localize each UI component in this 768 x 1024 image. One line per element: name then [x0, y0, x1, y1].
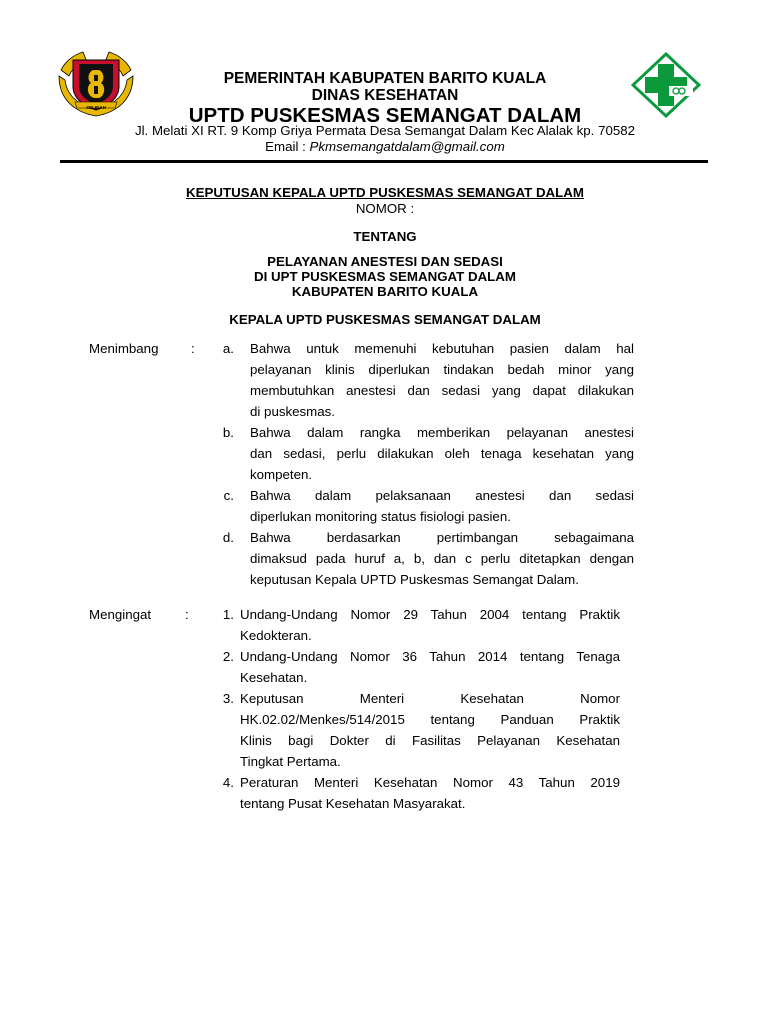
- item-line: Keputusan Menteri Kesehatan Nomor: [240, 691, 620, 706]
- item-text: [250, 338, 634, 422]
- emblem-banner-text: SELIDAH: [86, 105, 106, 110]
- email-label: Email :: [265, 139, 310, 154]
- menimbang-colon: :: [191, 341, 195, 356]
- item-line: Bahwa untuk memenuhi kebutuhan pasien dalam hal: [250, 341, 634, 356]
- tentang-heading: TENTANG: [353, 229, 417, 244]
- subject-line-1: PELAYANAN ANESTESI DAN SEDASI: [267, 254, 503, 269]
- item-line: kompeten.: [250, 467, 313, 482]
- item-line: Kedokteran.: [240, 628, 312, 643]
- item-marker: 2.: [222, 649, 234, 664]
- item-text: [250, 485, 634, 527]
- document-title: KEPUTUSAN KEPALA UPTD PUSKESMAS SEMANGAT DALAM: [186, 185, 584, 200]
- item-line: Undang-Undang Nomor 36 Tahun 2014 tentang Tenaga: [240, 649, 620, 664]
- item-text: [240, 604, 620, 646]
- item-marker: c.: [223, 488, 234, 503]
- email-address: Pkmsemangatdalam@gmail.com: [309, 139, 505, 154]
- item-marker: 1.: [222, 607, 234, 622]
- item-text: [250, 422, 634, 485]
- subject-line-2: DI UPT PUSKESMAS SEMANGAT DALAM: [253, 269, 516, 284]
- mengingat-colon: :: [185, 607, 189, 622]
- header-divider: [60, 160, 708, 163]
- item-line: diperlukan monitoring status fisiologi pasien.: [250, 509, 511, 524]
- item-line: keputusan Kepala UPTD Puskesmas Semangat Dalam.: [250, 572, 579, 587]
- item-marker: 3.: [222, 691, 234, 706]
- item-marker: 4.: [222, 775, 234, 790]
- subject-line-3: KABUPATEN BARITO KUALA: [291, 284, 479, 299]
- item-text: [240, 688, 620, 772]
- item-marker: a.: [222, 341, 234, 356]
- item-text: [240, 646, 620, 688]
- header-address: Jl. Melati XI RT. 9 Komp Griya Permata Desa Semangat Dalam Kec Alalak kp. 70582: [134, 123, 636, 138]
- issuer-heading: KEPALA UPTD PUSKESMAS SEMANGAT DALAM: [229, 312, 541, 327]
- item-marker: b.: [222, 425, 234, 440]
- item-text: [240, 772, 620, 814]
- item-marker: d.: [222, 530, 234, 545]
- item-line: HK.02.02/Menkes/514/2015 tentang Panduan Praktik: [240, 712, 620, 727]
- item-line: Bahwa dalam rangka memberikan pelayanan anestesi: [250, 425, 634, 440]
- item-line: dimaksud pada huruf a, b, dan c perlu ditetapkan dengan: [250, 551, 634, 566]
- item-line: pelayanan klinis diperlukan tindakan bedah minor yang: [250, 362, 634, 377]
- item-line: membutuhkan anestesi dan sedasi yang dapat dilakukan: [250, 383, 634, 398]
- menimbang-label: Menimbang: [89, 341, 159, 356]
- document-number: NOMOR :: [355, 201, 415, 216]
- item-line: dan sedasi, perlu dilakukan oleh tenaga kesehatan yang: [250, 446, 634, 461]
- header-email-line: [90, 139, 680, 154]
- item-line: Tingkat Pertama.: [240, 754, 341, 769]
- item-line: Bahwa dalam pelaksanaan anestesi dan sedasi: [250, 488, 634, 503]
- header-government: PEMERINTAH KABUPATEN BARITO KUALA: [223, 70, 547, 87]
- item-line: di puskesmas.: [250, 404, 335, 419]
- mengingat-label: Mengingat: [89, 607, 152, 622]
- header-institution: UPTD PUSKESMAS SEMANGAT DALAM: [188, 104, 582, 127]
- item-line: Klinis bagi Dokter di Fasilitas Pelayanan Kesehatan: [240, 733, 620, 748]
- item-text: [250, 527, 634, 590]
- item-line: Peraturan Menteri Kesehatan Nomor 43 Tahun 2019: [240, 775, 620, 790]
- item-line: tentang Pusat Kesehatan Masyarakat.: [240, 796, 466, 811]
- item-line: Bahwa berdasarkan pertimbangan sebagaimana: [250, 530, 634, 545]
- item-line: Kesehatan.: [240, 670, 308, 685]
- item-line: Undang-Undang Nomor 29 Tahun 2004 tentang Praktik: [240, 607, 620, 622]
- header-department: DINAS KESEHATAN: [311, 87, 459, 104]
